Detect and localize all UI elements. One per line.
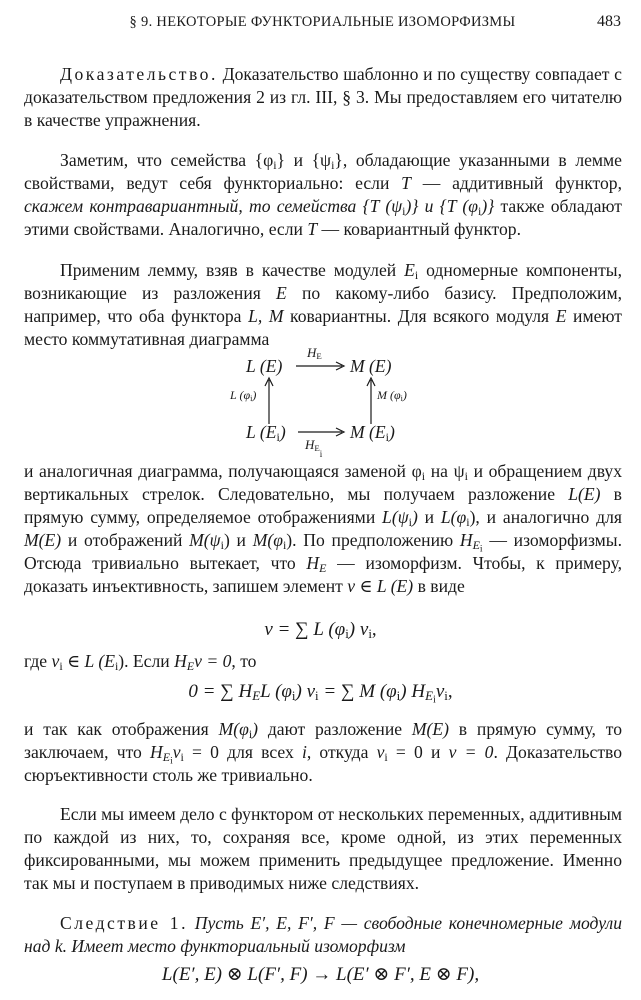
math-symbol: T (401, 173, 411, 193)
math-symbol: H (174, 651, 187, 671)
text-run: имеют место коммутативная диаграмма (24, 306, 622, 349)
paragraph-families (24, 149, 622, 241)
text-run: ). Если (118, 651, 175, 671)
subscript: i (114, 658, 119, 673)
text-run: Заметим, что семейства {φ (60, 150, 274, 170)
text-run: ) и (223, 530, 253, 550)
top-arrow-icon (296, 360, 348, 372)
italic-run: )} и {T (φ (405, 196, 479, 216)
proof-text: Доказательство шаблонно и по существу совпадает с доказательством предложения 2 из гл. III, § 3. Мы предоставляем его читателю в качестве упражнения. (24, 64, 622, 130)
subscript: i (220, 537, 224, 552)
math-symbol: v (51, 651, 60, 671)
text-run: , то (231, 651, 257, 671)
left-vertical-arrow-icon (264, 376, 274, 426)
math-symbol: E (276, 283, 287, 303)
italic-run: скажем контравариантный, то семейства {T (ψ (24, 196, 403, 216)
text-run: Если мы имеем дело с функтором от нескольких переменных, аддитивным по каждой из них, то, сохраняя все, кроме одной, из этих переменных фиксированными, мы можем применить предыдущее предложение. Именно так мы и поступаем в приводимых ниже следствиях. (24, 804, 622, 893)
text-run: ковариантны. Для всякого модуля (283, 306, 556, 326)
text-run: ), и аналогично для (469, 507, 622, 527)
paragraph-decomposition: и аналогичная диаграмма, получающаяся заменой $\varphi_i$ на $\psi_i$ и обращением двух вертикальных стрелок. Следовательно, мы получаем разложение L(E) в прямую сумму, определяемое отображениями $L(\psi_i)$ и $L(\varphi_i)$, и аналогично для M(E) и отображений $M(\psi_i)$ и $M(\varphi_i)$. По предположению $H_{E_i}$ — изоморфизмы. Отсюда тривиально вытекает, что $H_E$ — изоморфизм. Чтобы, к примеру, доказать инъективность, запишем элемент v ∈ L (E) в виде (24, 461, 622, 596)
math-symbol: M(φ (252, 530, 283, 550)
corollary-paragraph (24, 912, 622, 958)
math-symbol: v = 0 (448, 742, 494, 762)
text-run: = 0 и (387, 742, 449, 762)
math-symbol: L, M (248, 306, 284, 326)
math-symbol: L(φ (440, 507, 467, 527)
text-run: } и {ψ (276, 150, 332, 170)
diagram-right-arrow-label: M $(\varphi_i)$ (377, 388, 407, 404)
text-run: в прямую сумму, то заключаем, что (24, 719, 622, 762)
text-run: и отображений (61, 530, 190, 550)
paragraph-injectivity: и так как отображения $M(\varphi_i)$ дают разложение M(E) в прямую сумму, то заключаем, что $H_{E_i}v_i = 0$ для всех i, откуда $v_i = 0$ и v = 0. Доказательство сюръективности столь же тривиально. (24, 719, 622, 785)
subscript: i (282, 537, 287, 552)
math-symbol: M(E) (24, 530, 62, 550)
subscript: i (331, 157, 335, 172)
subscript: i (414, 267, 419, 282)
paragraph-apply-lemma (24, 259, 622, 351)
running-header (24, 14, 621, 38)
math-symbol: M(E) (411, 719, 449, 739)
corollary-label: Следствие 1. (60, 913, 189, 933)
math-symbol: ) (411, 507, 418, 527)
text-run: ). По предположению (286, 530, 460, 550)
text-run: в виде (413, 576, 465, 596)
subscript: i (248, 726, 253, 741)
commutative-diagram (0, 345, 641, 460)
math-symbol: v (172, 742, 181, 762)
corollary-text: Пусть E′, E, F′, F — свободные конечномерные модули над k. Имеет место функториальный изоморфизм (24, 913, 622, 956)
math-symbol: H (150, 742, 163, 762)
text-run: — изоморфизмы. Отсюда тривиально вытекает, что (24, 530, 622, 573)
text-run: Применим лемму, взяв в качестве модулей (60, 260, 405, 280)
subscript: i (464, 468, 468, 483)
diagram-top-left: L (E) (246, 356, 283, 376)
math-symbol: v ∈ L (E) (347, 576, 414, 596)
math-symbol: ) (252, 719, 259, 739)
subscript: i (273, 157, 277, 172)
text-run: , откуда (306, 742, 377, 762)
text-run: также обладают этими свойствами. Аналогично, если (24, 196, 622, 239)
text-run: по какому-либо базису. Предположим, например, что оба функтора (24, 283, 622, 326)
running-title: § 9. НЕКОТОРЫЕ ФУНКТОРИАЛЬНЫЕ ИЗОМОРФИЗМЫ (129, 14, 516, 30)
subscript: i (384, 749, 388, 764)
text-run: где (24, 651, 52, 671)
paragraph-where: где $v_i$ ∈ L $(E_i)$. Если $H_Ev = 0$, то (24, 651, 257, 673)
proof-label: Доказательство. (60, 64, 218, 84)
math-symbol: T (307, 219, 318, 239)
math-symbol: v (376, 742, 385, 762)
math-symbol: i (301, 742, 307, 762)
diagram-top-right: M (E) (350, 356, 392, 376)
text-run: и аналогичная диаграмма, получающаяся заменой φ (24, 461, 422, 481)
paragraph-several-variables (24, 803, 622, 895)
math-symbol: M(ψ (189, 530, 221, 550)
subscript: i (466, 514, 470, 529)
math-symbol: L(E) (568, 484, 601, 504)
text-run: в прямую сумму, определяемое отображениями (24, 484, 622, 527)
math-symbol: L(ψ (382, 507, 409, 527)
text-run: ∈ (62, 651, 85, 671)
diagram-bottom-right: M $(E_i)$ (350, 422, 395, 444)
text-run: }, обладающие указанными в лемме свойствами, ведут себя функториально: если (24, 150, 622, 193)
subscript: i (180, 749, 184, 764)
subscript: i (478, 203, 482, 218)
subscript: i (402, 203, 406, 218)
math-symbol: H (306, 553, 320, 573)
math-symbol: L (E (84, 651, 115, 671)
text-run: и так как отображения (24, 719, 219, 739)
formula-tensor-iso: L(E′, E) ⊗ L(F′, F) → L(E′ ⊗ F′, E ⊗ F), (161, 964, 480, 985)
math-symbol: H (459, 530, 473, 550)
formula-v-sum: v = ∑ L $(\varphi_i)$ $v_i$, (264, 619, 377, 642)
math-symbol: v = 0 (194, 651, 232, 671)
right-vertical-arrow-icon (366, 376, 376, 426)
subscript: i (421, 468, 426, 483)
diagram-bottom-arrow-label: $H_{Ei}$ (305, 437, 323, 460)
text-run: дают разложение (258, 719, 412, 739)
math-symbol: E (555, 306, 567, 326)
diagram-bottom-left: L $(E_i)$ (246, 422, 286, 444)
text-run: и обращением двух вертикальных стрелок. Следовательно, мы получаем разложение (24, 461, 622, 504)
page-number: 483 (597, 13, 621, 30)
text-run: — изоморфизм. Чтобы, к примеру, доказать инъективность, запишем элемент (24, 553, 622, 596)
italic-run: )} (481, 196, 495, 216)
text-run: и (417, 507, 441, 527)
proof-paragraph (24, 63, 622, 132)
text-run: на ψ (425, 461, 465, 481)
math-symbol: M(φ (218, 719, 249, 739)
subscript: i (408, 514, 412, 529)
formula-zero-sum: 0 = ∑ $H_EL$ $(\varphi_i) v_i$ = ∑ M $(\varphi_i)$ $H_{E_i}v_i$, (188, 681, 453, 706)
subscript: i (59, 658, 63, 673)
text-run: . Доказательство сюръективности столь же тривиально. (24, 742, 622, 785)
text-run: = 0 для всех (183, 742, 302, 762)
text-run: одномерные компоненты, возникающие из разложения (24, 260, 622, 303)
text-run: — ковариантный функтор. (317, 219, 521, 239)
text-run: — аддитивный функтор, (410, 173, 623, 193)
math-symbol: E (404, 260, 415, 280)
diagram-top-arrow-label: $H_E$ (307, 345, 322, 362)
diagram-left-arrow-label: L $(\varphi_i)$ (230, 388, 257, 404)
